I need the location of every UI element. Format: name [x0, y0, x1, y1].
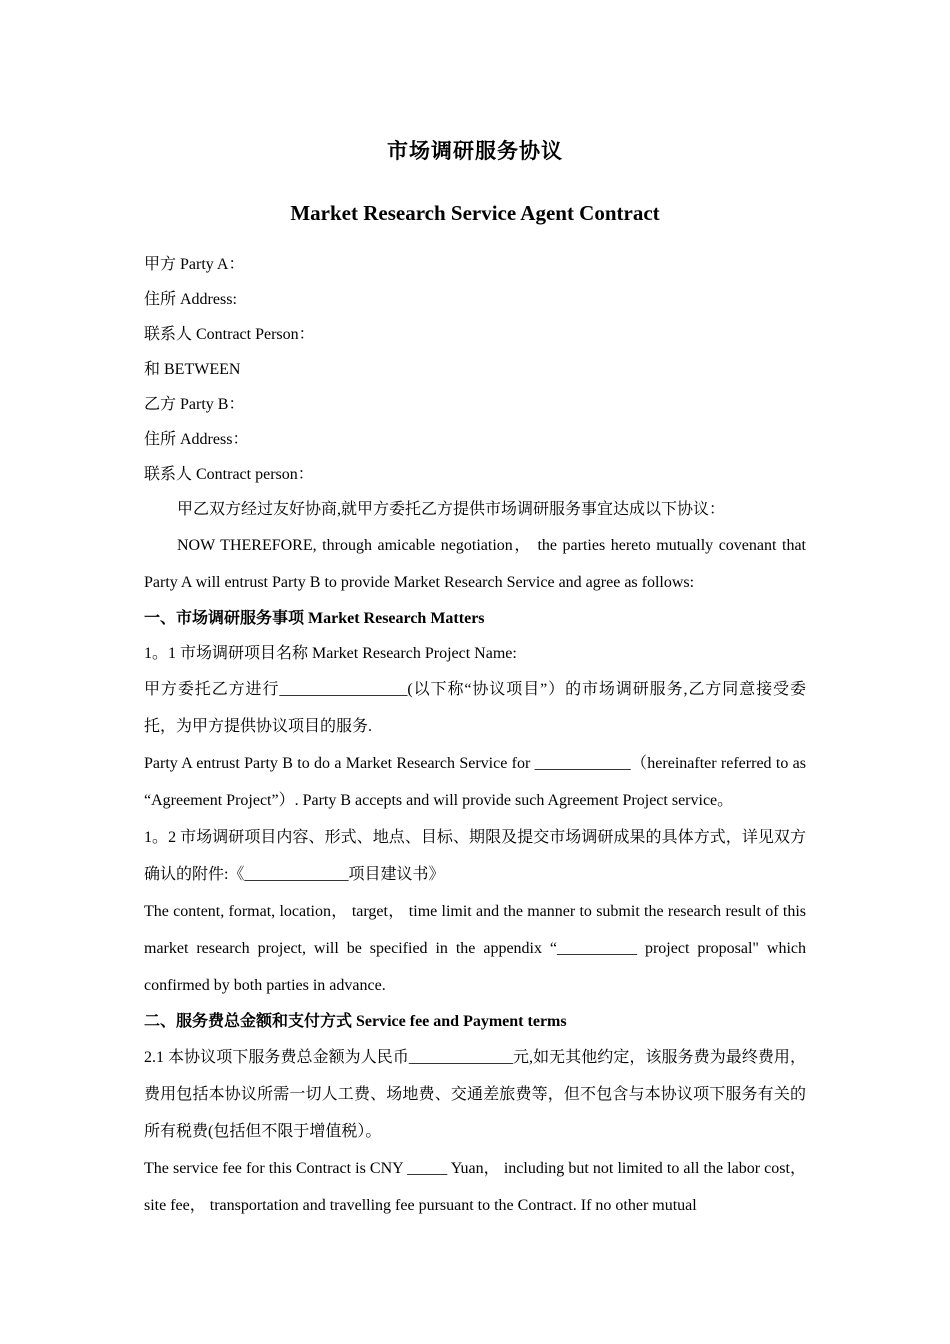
section-2-1-chinese: 2.1 本协议项下服务费总金额为人民币_____________元,如无其他约定，该服务费为最终费用，费用包括本协议所需一切人工费、场地费、交通差旅费等，但不包含与本协议项下服务有关的所有税费(包括但不限于增值税）。	[144, 1049, 806, 1140]
section-1-1-title: 1。1 市场调研项目名称 Market Research Project Name:	[144, 645, 517, 662]
party-a-address-line: 住所 Address:	[144, 291, 237, 308]
party-b-contact-line: 联系人 Contract person：	[144, 466, 314, 483]
page-content	[144, 0, 806, 1344]
section-1-heading: 一、市场调研服务事项 Market Research Matters	[144, 610, 485, 627]
party-b-line: 乙方 Party B：	[144, 396, 245, 413]
section-1-1-chinese: 甲方委托乙方进行________________(以下称“协议项目”）的市场调研服务,乙方同意接受委托，为甲方提供协议项目的服务.	[144, 681, 806, 735]
title-english: Market Research Service Agent Contract	[290, 201, 660, 225]
section-1-2-chinese: 1。2 市场调研项目内容、形式、地点、目标、期限及提交市场调研成果的具体方式，详见双方确认的附件:《_____________项目建议书》	[144, 829, 806, 883]
party-a-contact-line: 联系人 Contract Person：	[144, 326, 315, 343]
section-1-1-english: Party A entrust Party B to do a Market Research Service for ____________（hereinafter referred to as “Agreement Project”）. Party B accepts and will provide such Agreement Project service。	[144, 755, 806, 809]
title-chinese: 市场调研服务协议	[387, 139, 563, 163]
section-1-2-english: The content, format, location， target， time limit and the manner to submit the research result of this market research project, will be specified in the appendix “__________ project proposal" which confirmed by both parties in advance.	[144, 903, 806, 994]
between-line: 和 BETWEEN	[144, 361, 241, 378]
preamble-chinese: 甲乙双方经过友好协商,就甲方委托乙方提供市场调研服务事宜达成以下协议：	[177, 501, 726, 518]
section-2-heading: 二、服务费总金额和支付方式 Service fee and Payment terms	[144, 1013, 567, 1030]
document-body	[144, 247, 806, 1224]
preamble-english: NOW THEREFORE, through amicable negotiation， the parties hereto mutually covenant that Party A will entrust Party B to provide Market Research Service and agree as follows:	[144, 537, 806, 591]
party-b-address-line: 住所 Address：	[144, 431, 249, 448]
party-a-line: 甲方 Party A：	[144, 256, 245, 273]
section-2-1-english: The service fee for this Contract is CNY _____ Yuan， including but not limited to all the labor cost， site fee， transportation and travelling fee pursuant to the Contract. If no other mutual	[144, 1160, 806, 1214]
